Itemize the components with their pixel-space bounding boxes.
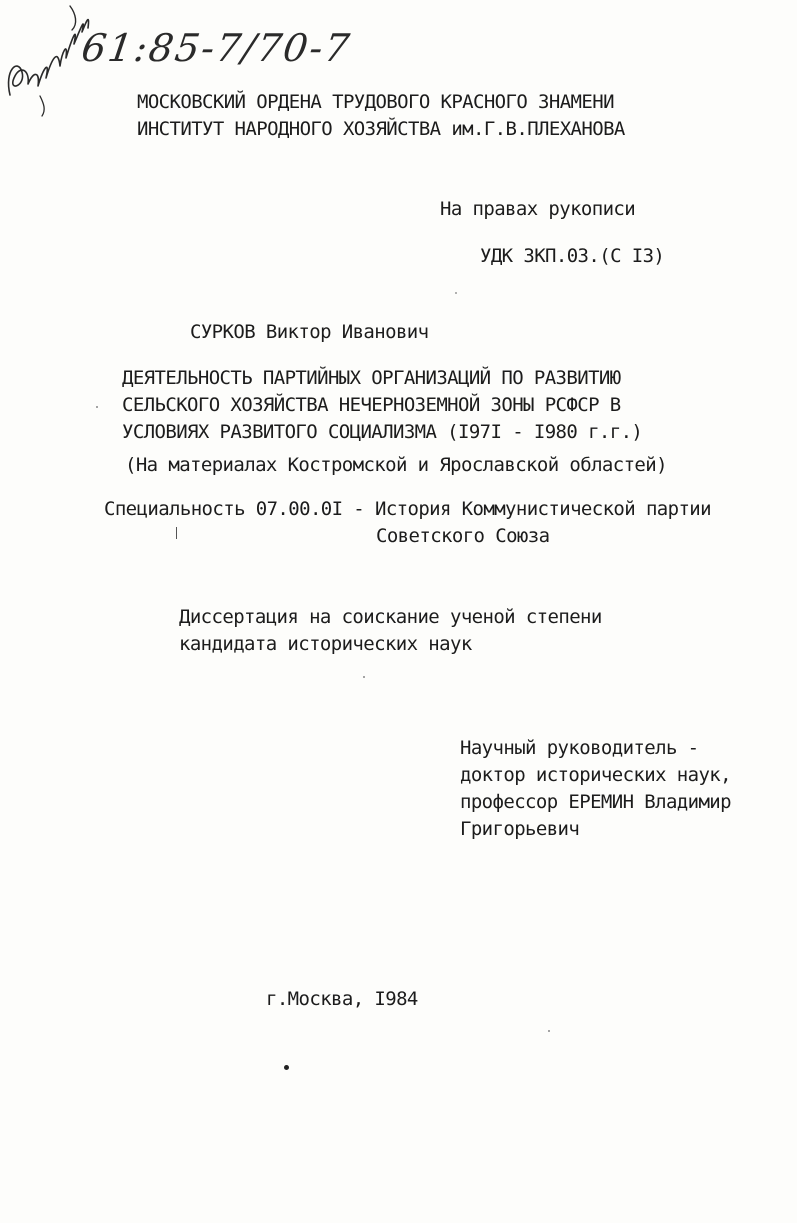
speck bbox=[96, 406, 98, 408]
author-name: СУРКОВ Виктор Иванович bbox=[190, 321, 429, 343]
rights-note: На правах рукописи bbox=[440, 198, 636, 220]
speck bbox=[363, 676, 365, 678]
specialty-line-1: Специальность 07.00.0I - История Коммунистической партии bbox=[104, 498, 711, 520]
title-line-3: УСЛОВИЯХ РАЗВИТОГО СОЦИАЛИЗМА (I97I - I980 г.г.) bbox=[122, 421, 643, 443]
supervisor-line-4: Григорьевич bbox=[460, 818, 580, 840]
archive-code: 61:85-7/70-7 bbox=[78, 26, 354, 70]
speck bbox=[548, 1030, 550, 1032]
place-and-year: г.Москва, I984 bbox=[266, 988, 418, 1010]
title-subtitle: (На материалах Костромской и Ярославской областей) bbox=[125, 454, 667, 476]
dissertation-line-1: Диссертация на соискание ученой степени bbox=[179, 606, 602, 628]
ink-dot bbox=[284, 1065, 289, 1070]
specialty-line-2: Советского Союза bbox=[376, 525, 550, 547]
udk-code: УДК ЗКП.03.(С I3) bbox=[480, 245, 665, 267]
institution-line-2: ИНСТИТУТ НАРОДНОГО ХОЗЯЙСТВА им.Г.В.ПЛЕХАНОВА bbox=[137, 118, 625, 140]
title-line-2: СЕЛЬСКОГО ХОЗЯЙСТВА НЕЧЕРНОЗЕМНОЙ ЗОНЫ РСФСР В bbox=[122, 394, 621, 416]
speck bbox=[455, 292, 457, 294]
dissertation-line-2: кандидата исторических наук bbox=[179, 633, 472, 655]
supervisor-line-1: Научный руководитель - bbox=[460, 737, 699, 759]
supervisor-line-2: доктор исторических наук, bbox=[460, 764, 731, 786]
supervisor-line-3: профессор ЕРЕМИН Владимир bbox=[460, 791, 731, 813]
title-line-1: ДЕЯТЕЛЬНОСТЬ ПАРТИЙНЫХ ОРГАНИЗАЦИЙ ПО РАЗВИТИЮ bbox=[122, 367, 621, 389]
stray-mark bbox=[176, 527, 177, 539]
institution-line-1: МОСКОВСКИЙ ОРДЕНА ТРУДОВОГО КРАСНОГО ЗНАМЕНИ bbox=[137, 91, 614, 113]
